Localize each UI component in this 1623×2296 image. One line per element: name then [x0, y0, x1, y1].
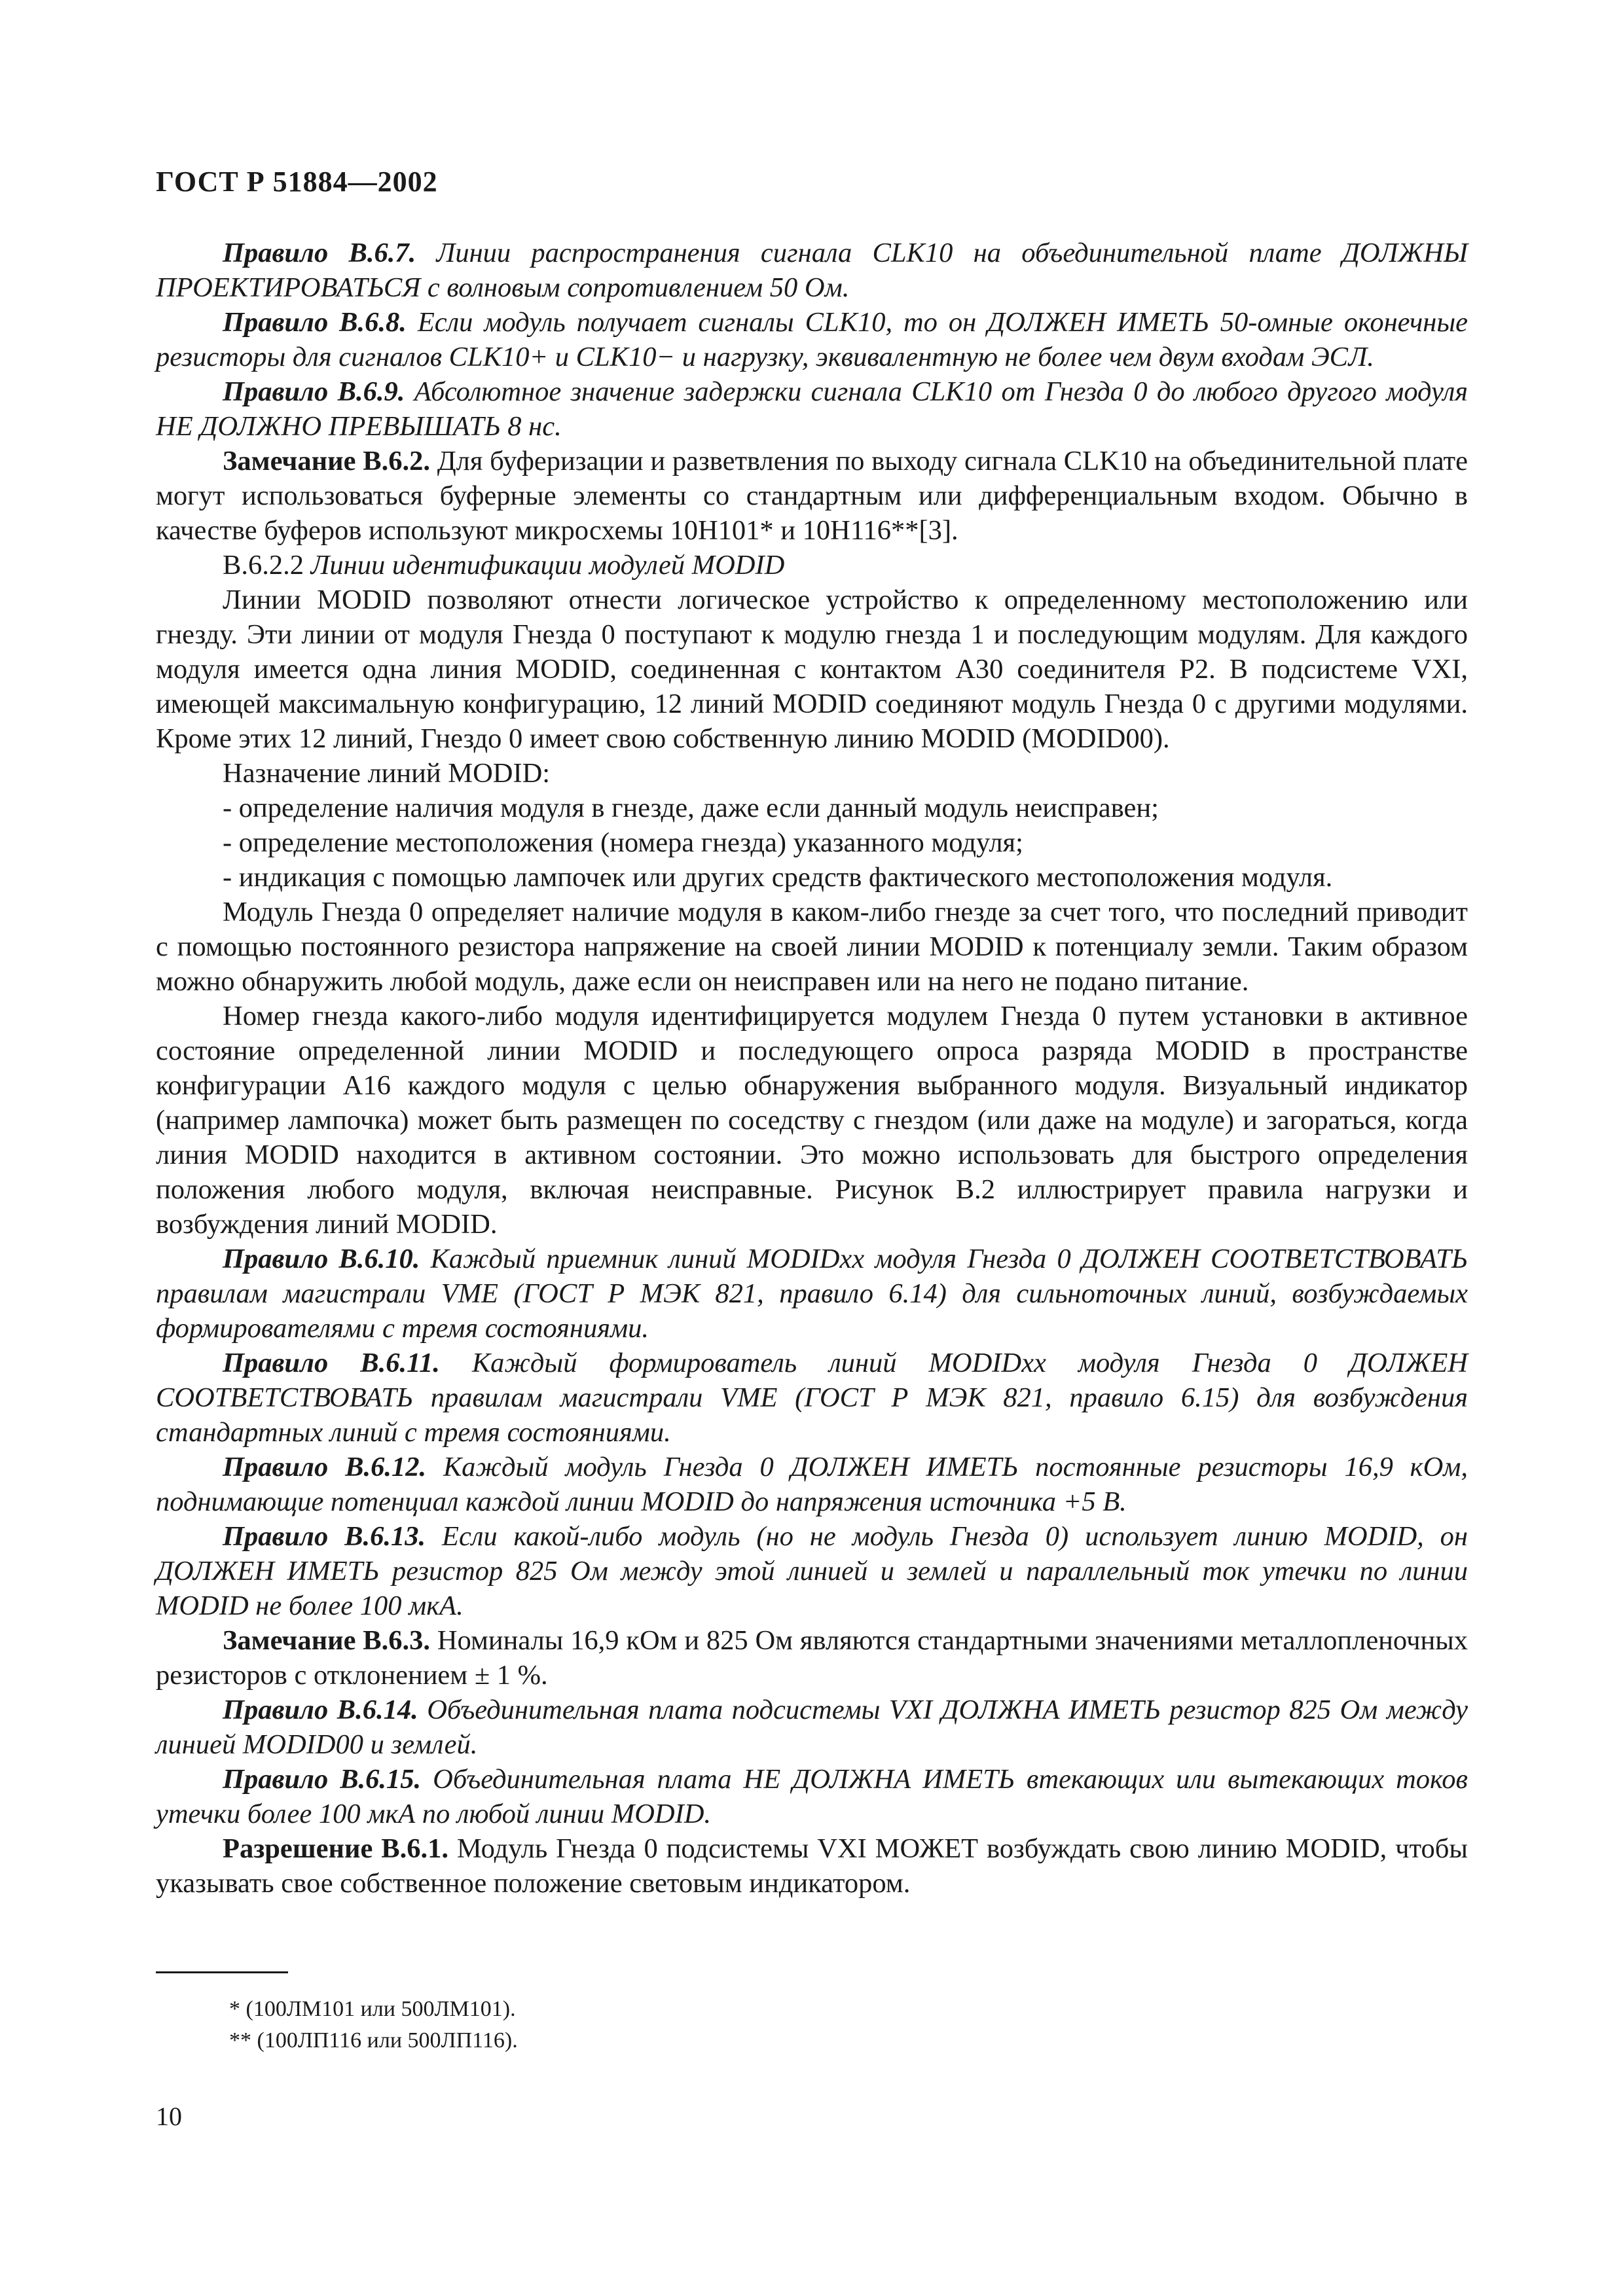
paragraph-modid-purpose: Назначение линий MODID: — [223, 758, 551, 789]
rule-label: Правило В.6.11. — [223, 1348, 440, 1378]
list-item: - индикация с помощью лампочек или других средств фактического местоположения модуля. — [223, 862, 1333, 893]
rule-b-6-13 — [156, 1519, 1468, 1623]
rule-text: Если модуль получает сигналы CLK10, то он ДОЛЖЕН ИМЕТЬ 50-омные оконечные резисторы для сигналов CLK10+ и CLK10− и нагрузку, эквивалентную не более чем двум входам ЭСЛ. — [156, 307, 1468, 372]
paragraph-modid-intro: Линии MODID позволяют отнести логическое устройство к определенному местоположению или гнезду. Эти линии от модуля Гнезда 0 поступают к модулю гнезда 1 и последующим модулям. Для каждого модуля имеется одна линия MODID, соединенная с контактом A30 соединителя P2. В подсистеме VXI, имеющей максимальную конфигурацию, 12 линий MODID соединяют модуль Гнезда 0 с другими модулями. Кроме этих 12 линий, Гнездо 0 имеет свою собственную линию MODID (MODID00). — [156, 584, 1468, 754]
footnotes — [229, 1994, 518, 2056]
rule-label: Правило В.6.12. — [223, 1452, 427, 1482]
note-text: Номиналы 16,9 кОм и 825 Ом являются стандартными значениями металлопленочных резисторов с отклонением ± 1 %. — [156, 1625, 1468, 1691]
paragraph-slot-number: Номер гнезда какого-либо модуля идентифицируется модулем Гнезда 0 путем установки в активное состояние определенной линии MODID и последующего опроса разряда MODID в пространстве конфигурации A16 каждого модуля с целью обнаружения выбранного модуля. Визуальный индикатор (например лампочка) может быть размещен по соседству с гнездом (или даже на модуле) и загораться, когда линия MODID находится в активном состоянии. Это можно использовать для быстрого определения положения любого модуля, включая неисправные. Рисунок В.2 иллюстрирует правила нагрузки и возбуждения линий MODID. — [156, 1001, 1468, 1240]
body-text — [156, 236, 1468, 1901]
rule-text: Каждый формирователь линий MODIDxx модуля Гнезда 0 ДОЛЖЕН СООТВЕТСТВОВАТЬ правилам магистрали VME (ГОСТ Р МЭК 821, правило 6.15) для возбуждения стандартных линий с тремя состояниями. — [156, 1348, 1468, 1448]
section-number: В.6.2.2 — [223, 550, 304, 581]
rule-text: Каждый модуль Гнезда 0 ДОЛЖЕН ИМЕТЬ постоянные резисторы 16,9 кОм, поднимающие потенциал каждой линии MODID до напряжения источника +5 В. — [156, 1452, 1468, 1517]
footnote: * (100ЛМ101 или 500ЛМ101). — [229, 1997, 516, 2021]
rule-b-6-9 — [156, 374, 1468, 444]
note-text: Для буферизации и разветвления по выходу сигнала CLK10 на объединительной плате могут использоваться буферные элементы со стандартным или дифференциальным входом. Обычно в качестве буферов используют микросхемы 10H101* и 10H116**[3]. — [156, 446, 1468, 546]
permission-b-6-1 — [156, 1831, 1468, 1901]
permission-label: Разрешение В.6.1. — [223, 1833, 448, 1864]
paragraph-detection: Модуль Гнезда 0 определяет наличие модуля в каком-либо гнезде за счет того, что последний приводит с помощью постоянного резистора напряжение на своей линии MODID к потенциалу земли. Таким образом можно обнаружить любой модуль, даже если он неисправен или на него не подано питание. — [156, 897, 1468, 997]
rule-label: Правило В.6.14. — [223, 1695, 418, 1725]
rule-b-6-15 — [156, 1762, 1468, 1831]
rule-text: Объединительная плата подсистемы VXI ДОЛЖНА ИМЕТЬ резистор 825 Ом между линией MODID00 и землей. — [156, 1695, 1468, 1760]
rule-text: Каждый приемник линий MODIDxx модуля Гнезда 0 ДОЛЖЕН СООТВЕТСТВОВАТЬ правилам магистрали VME (ГОСТ Р МЭК 821, правило 6.14) для сильноточных линий, возбуждаемых формирователями с тремя состояниями. — [156, 1244, 1468, 1344]
rule-b-6-12 — [156, 1450, 1468, 1519]
rule-label: Правило В.6.8. — [223, 307, 407, 338]
rule-b-6-8 — [156, 305, 1468, 374]
rule-label: Правило В.6.7. — [223, 238, 416, 268]
rule-label: Правило В.6.13. — [223, 1521, 426, 1552]
rule-label: Правило В.6.9. — [223, 376, 405, 407]
section-heading — [156, 548, 1468, 583]
rule-label: Правило В.6.10. — [223, 1244, 420, 1274]
note-label: Замечание В.6.2. — [223, 446, 430, 476]
footnote-divider — [156, 1971, 288, 1973]
note-label: Замечание В.6.3. — [223, 1625, 431, 1656]
note-b-6-3 — [156, 1623, 1468, 1693]
document-header: ГОСТ Р 51884—2002 — [156, 166, 438, 198]
footnote: ** (100ЛП116 или 500ЛП116). — [229, 2028, 518, 2053]
rule-b-6-10 — [156, 1242, 1468, 1346]
rule-text: Линии распространения сигнала CLK10 на объединительной плате ДОЛЖНЫ ПРОЕКТИРОВАТЬСЯ с волновым сопротивлением 50 Ом. — [156, 238, 1468, 303]
list-item: - определение местоположения (номера гнезда) указанного модуля; — [223, 827, 1023, 858]
note-b-6-2 — [156, 444, 1468, 548]
page-number: 10 — [156, 2102, 182, 2131]
list-item: - определение наличия модуля в гнезде, даже если данный модуль неисправен; — [223, 793, 1159, 823]
rule-text: Если какой-либо модуль (но не модуль Гнезда 0) использует линию MODID, он ДОЛЖЕН ИМЕТЬ резистор 825 Ом между этой линией и землей и параллельный ток утечки по линии MODID не более 100 мкА. — [156, 1521, 1468, 1621]
permission-text: Модуль Гнезда 0 подсистемы VXI МОЖЕТ возбуждать свою линию MODID, чтобы указывать свое собственное положение световым индикатором. — [156, 1833, 1468, 1899]
section-title: Линии идентификации модулей MODID — [303, 550, 785, 581]
rule-text: Абсолютное значение задержки сигнала CLK10 от Гнезда 0 до любого другого модуля НЕ ДОЛЖНО ПРЕВЫШАТЬ 8 нс. — [156, 376, 1468, 442]
rule-label: Правило В.6.15. — [223, 1764, 422, 1795]
rule-b-6-7 — [156, 236, 1468, 305]
rule-b-6-11 — [156, 1346, 1468, 1450]
rule-b-6-14 — [156, 1693, 1468, 1762]
rule-text: Объединительная плата НЕ ДОЛЖНА ИМЕТЬ втекающих или вытекающих токов утечки более 100 мкА по любой линии MODID. — [156, 1764, 1468, 1829]
